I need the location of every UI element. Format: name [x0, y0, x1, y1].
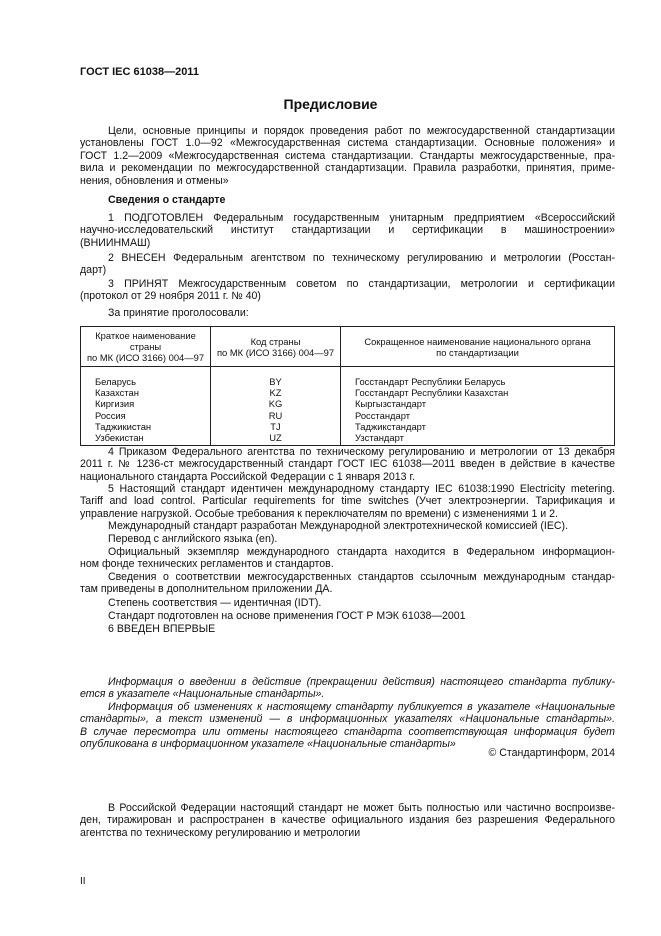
page-number: II: [80, 876, 86, 887]
country-cell: Россия: [81, 410, 211, 421]
national-body-cell: Узстандарт: [341, 432, 615, 446]
text-line: Информация об изменениях к настоящему стандарту публикуется в указателе «Национальные: [108, 701, 615, 713]
text-line: Международный стандарт разработан Международной электротехнической комиссией (IEC).: [108, 520, 569, 532]
text-line: дарт): [80, 264, 107, 277]
national-body-cell: Госстандарт Республики Беларусь: [341, 367, 615, 388]
table-header-row: [81, 327, 615, 367]
voted-caption: [80, 307, 615, 319]
text-line: там приведены в дополнительном приложении ДА.: [80, 583, 333, 596]
national-body-cell: Росстандарт: [341, 410, 615, 421]
item-6-introduced: [80, 623, 615, 635]
text-line: установлены ГОСТ 1.0—92 «Межгосударственная система стандартизации. Основные положения» и: [80, 137, 615, 150]
text-line: (протокол от 29 ноября 2011 г. № 40): [80, 290, 261, 303]
text-line: Официальный экземпляр международного стандарта находится в Федеральном информацион-: [108, 546, 615, 558]
code-cell: KZ: [211, 387, 341, 398]
code-cell: UZ: [211, 432, 341, 446]
text-line: опубликована в информационном указателе «Национальные стандарты»: [80, 738, 456, 751]
text-line: стандарты», а текст изменений — в информационных указателях «Национальные стандарты».: [80, 713, 615, 726]
country-cell: Киргизия: [81, 398, 211, 409]
header-line: по стандартизации: [436, 346, 519, 358]
column-header-code: [211, 327, 341, 367]
text-line: 3 ПРИНЯТ Межгосударственным советом по стандартизации, метрологии и сертификации: [108, 278, 615, 290]
translation-note: [80, 533, 615, 545]
text-line: В случае пересмотра или отмены настоящего стандарта соответствующая информация будет: [80, 725, 615, 738]
text-line: 2 ВНЕСЕН Федеральным агентством по техническому регулированию и метрологии (Росстан-: [108, 252, 615, 264]
text-line: За принятие проголосовали:: [108, 307, 249, 319]
text-line: Стандарт подготовлен на основе применения ГОСТ Р МЭК 61038—2001: [108, 610, 466, 622]
country-cell: Узбекистан: [81, 432, 211, 446]
text-line: Степень соответствия — идентичная (IDT).: [108, 597, 322, 609]
item-5-identical: [80, 483, 615, 520]
text-line: научно-исследовательский институт стандартизации и сертификации в машиностроении»: [80, 224, 615, 237]
table-row: [81, 367, 615, 388]
developed-by: [80, 520, 615, 532]
text-line: Tariff and load control. Particular requirements for time switches (Учет электроэнергии. Тарификация и: [80, 495, 615, 508]
item-3-adopted: [80, 278, 615, 303]
correspondence-note: [80, 571, 615, 596]
table-row: [81, 432, 615, 446]
header-line: по МК (ИСО 3166) 004—97: [216, 346, 335, 358]
code-cell: BY: [211, 367, 341, 388]
text-line: ден, тиражирован и распространен в качестве официального издания без разрешения Федерального: [80, 814, 615, 827]
national-body-cell: Таджикстандарт: [341, 421, 615, 432]
table-row: [81, 410, 615, 421]
prepared-basis: [80, 610, 615, 622]
table-row: [81, 398, 615, 409]
degree-of-correspondence: [80, 597, 615, 609]
intro-paragraph: [80, 125, 615, 187]
text-line: ном фонде технических регламентов и стандартов.: [80, 558, 334, 571]
column-header-country: [81, 327, 211, 367]
section-heading: Сведения о стандарте: [108, 194, 226, 206]
country-cell: Казахстан: [81, 387, 211, 398]
about-standard-heading: [80, 194, 615, 206]
header-line: Код страны: [250, 335, 301, 347]
text-line: управление нагрузкой. Особые требования к переключателям по времени) с изменениями 1 и 2.: [80, 507, 558, 520]
text-line: ГОСТ 1.2—2009 «Межгосударственная система стандартизации. Стандарты межгосударственные, пра-: [80, 149, 615, 162]
legal-notice: [80, 802, 615, 839]
text-line: В Российской Федерации настоящий стандарт не может быть полностью или частично воспроизве-: [108, 802, 615, 814]
text-line: 2011 г. № 1236-ст межгосударственный стандарт ГОСТ IEC 61038—2011 введен в действие в качестве: [80, 458, 615, 471]
text-line: Перевод с английского языка (en).: [108, 533, 278, 545]
column-header-national-body: [341, 327, 615, 367]
item-2-submitted: [80, 252, 615, 277]
text-line: 6 ВВЕДЕН ВПЕРВЫЕ: [108, 623, 216, 635]
text-line: нения, обновления и отмены»: [80, 174, 229, 187]
page-title: Предисловие: [283, 96, 378, 112]
text-line: 5 Настоящий стандарт идентичен международному стандарту IEC 61038:1990 Electricity metering.: [108, 483, 615, 495]
standard-code-header: ГОСТ IEC 61038—2011: [80, 66, 199, 78]
text-line: национального стандарта Российской Федерации с 1 января 2013 г.: [80, 470, 416, 483]
table-row: [81, 387, 615, 398]
item-1-prepared: [80, 212, 615, 249]
voting-countries-table: [80, 326, 615, 446]
text-line: вила и рекомендации по межгосударственной стандартизации. Правила разработки, принятия, приме-: [80, 162, 615, 175]
info-amendments: [80, 701, 615, 751]
national-body-cell: Кыргызстандарт: [341, 398, 615, 409]
official-copy-note: [80, 546, 615, 571]
code-cell: KG: [211, 398, 341, 409]
copyright-notice: © Стандартинформ, 2014: [488, 747, 615, 759]
text-line: Сведения о соответствии межгосударственных стандартов ссылочным международным стандар-: [108, 571, 615, 583]
text-line: ется в указателе «Национальные стандарты».: [80, 688, 325, 701]
item-4-order: [80, 446, 615, 483]
text-line: (ВНИИНМАШ): [80, 236, 151, 249]
code-cell: TJ: [211, 421, 341, 432]
text-line: агентства по техническому регулированию и метрологии: [80, 826, 361, 839]
country-cell: Беларусь: [81, 367, 211, 388]
text-line: Информация о введении в действие (прекращении действия) настоящего стандарта публику-: [108, 676, 615, 688]
text-line: 1 ПОДГОТОВЛЕН Федеральным государственным унитарным предприятием «Всероссийский: [108, 212, 615, 224]
code-cell: RU: [211, 410, 341, 421]
text-line: 4 Приказом Федерального агентства по техническому регулированию и метрологии от 13 декабря: [108, 446, 615, 458]
info-introduction: [80, 676, 615, 701]
header-line: Краткое наименование страны: [95, 330, 196, 352]
table-row: [81, 421, 615, 432]
header-line: по МК (ИСО 3166) 004—97: [86, 352, 205, 363]
country-cell: Таджикистан: [81, 421, 211, 432]
header-line: Сокращенное наименование национального органа: [364, 335, 591, 347]
national-body-cell: Госстандарт Республики Казахстан: [341, 387, 615, 398]
text-line: Цели, основные принципы и порядок проведения работ по межгосударственной стандартизации: [108, 125, 615, 137]
